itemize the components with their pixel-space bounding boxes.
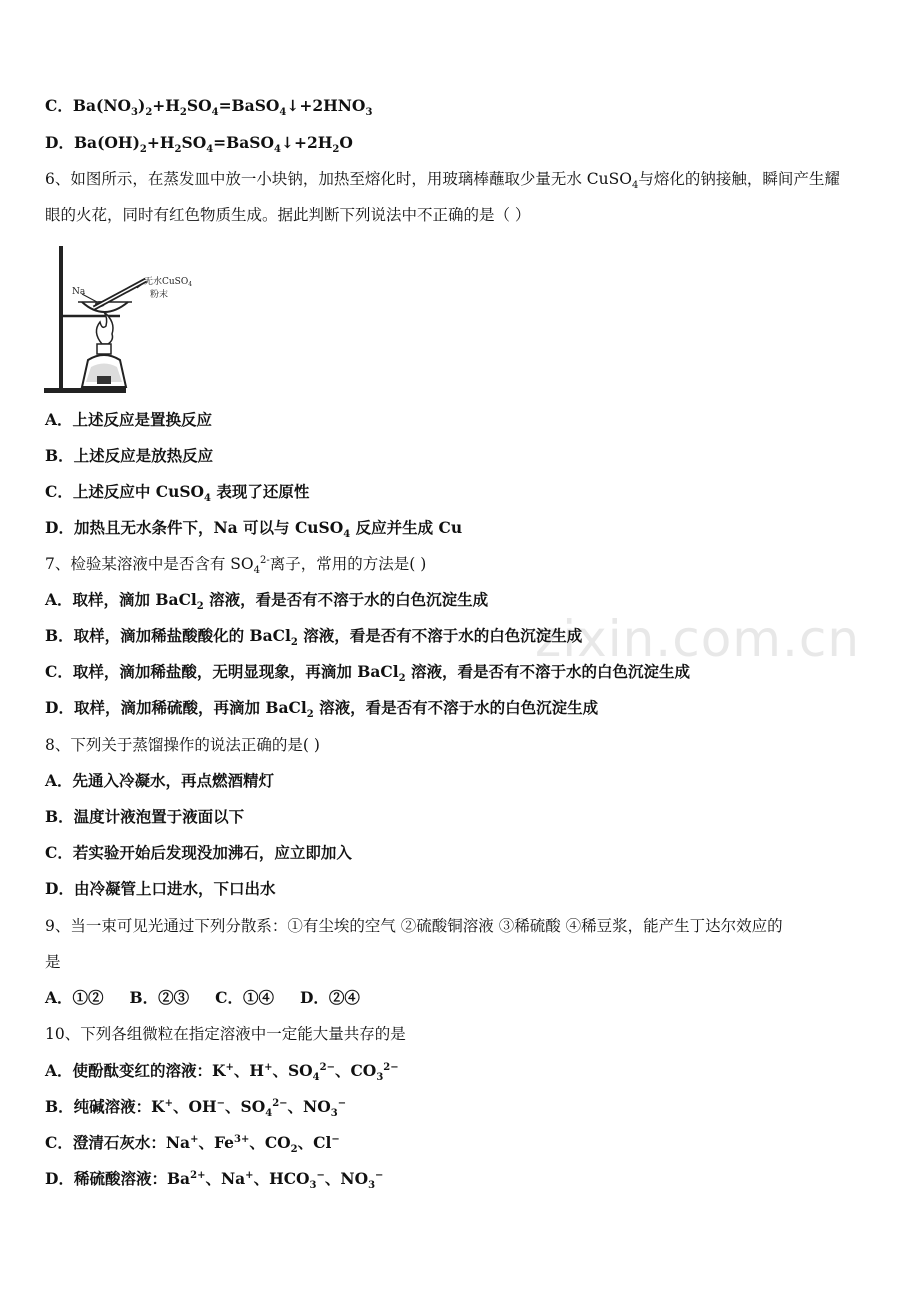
q7-question: 7、检验某溶液中是否含有 $SO_4^{2-}$离子，常用的方法是( ) — [45, 554, 427, 577]
q10-option-c: C．澄清石灰水：Na+、$Fe^{3+}$、$CO_2$、Cl− — [45, 1133, 340, 1156]
q6-option-d: D．加热且无水条件下，Na 可以与 CuSO$_4$ 反应并生成 Cu — [45, 518, 463, 541]
q9-question-line2: 是 — [45, 953, 61, 971]
q10-option-b: B．纯碱溶液：K+、OH−、$SO_4^{2-}$、$NO_3^-$ — [45, 1097, 347, 1120]
q7-option-c: C．取样，滴加稀盐酸，无明显现象，再滴加 BaCl$_2$ 溶液，看是否有不溶于水的白色沉淀生成 — [45, 662, 690, 685]
q7-option-b: B．取样，滴加稀盐酸酸化的 BaCl$_2$ 溶液，看是否有不溶于水的白色沉淀生成 — [45, 626, 583, 649]
q6-question-line2: 眼的火花，同时有红色物质生成。据此判断下列说法中不正确的是（ ） — [45, 206, 531, 224]
q6-option-c: C．上述反应中 CuSO$_4$ 表现了还原性 — [45, 482, 310, 505]
q8-option-c: C．若实验开始后发现没加沸石，应立即加入 — [45, 843, 352, 862]
q8-question: 8、下列关于蒸馏操作的说法正确的是( ) — [45, 736, 320, 754]
q7-option-d: D．取样，滴加稀硫酸，再滴加 BaCl$_2$ 溶液，看是否有不溶于水的白色沉淀生成 — [45, 698, 599, 721]
evaporating-dish-apparatus-figure — [42, 242, 192, 398]
q6-option-a: A．上述反应是置换反应 — [45, 410, 213, 429]
label-sodium: Na — [72, 287, 86, 297]
q9-option-a: A．①② — [45, 988, 104, 1007]
q5-option-c: C．$Ba(NO_3)_2+H_2SO_4=BaSO_4↓+2HNO_3$ — [45, 96, 373, 119]
q8-option-b: B．温度计液泡置于液面以下 — [45, 807, 245, 826]
q9-question-line1: 9、当一束可见光通过下列分散系：①有尘埃的空气 ②硫酸铜溶液 ③稀硫酸 ④稀豆浆，能产生丁达尔效应的 — [45, 917, 783, 935]
q10-option-a: A．使酚酞变红的溶液：K+、H+、$SO_4^{2-}$、$CO_3^{2-}$ — [45, 1061, 399, 1084]
q10-option-d: D．稀硫酸溶液：$Ba^{2+}$、Na+、$HCO_3^-$、$NO_3^-$ — [45, 1169, 384, 1192]
stand-base — [44, 388, 126, 393]
label-powder: 粉末 — [150, 290, 169, 300]
q7-option-a: A．取样，滴加 BaCl$_2$ 溶液，看是否有不溶于水的白色沉淀生成 — [45, 590, 489, 613]
q8-option-a: A．先通入冷凝水，再点燃酒精灯 — [45, 771, 275, 790]
q8-option-d: D．由冷凝管上口进水，下口出水 — [45, 879, 276, 898]
lamp-wick-holder — [97, 344, 111, 354]
q10-question: 10、下列各组微粒在指定溶液中一定能大量共存的是 — [45, 1025, 406, 1043]
q6-question-line1: 6、如图所示，在蒸发皿中放一小块钠，加热至熔化时，用玻璃棒蘸取少量无水 CuSO$_4$与熔化的钠接触，瞬间产生耀 — [45, 170, 840, 192]
label-anhydrous-cuso4: 无水CuSO$_4$ — [144, 277, 192, 288]
stand-rod — [59, 246, 63, 389]
watermark: zixin.com.cn — [535, 610, 861, 668]
q9-option-c: C．①④ — [215, 988, 274, 1007]
q6-option-b: B．上述反应是放热反应 — [45, 446, 214, 465]
q5-option-d: D．$Ba(OH)_2+H_2SO_4=BaSO_4↓+2H_2O$ — [45, 133, 353, 156]
q9-option-b: B．②③ — [129, 988, 190, 1007]
q9-options — [45, 988, 386, 1008]
q9-option-d: D．②④ — [299, 988, 360, 1007]
